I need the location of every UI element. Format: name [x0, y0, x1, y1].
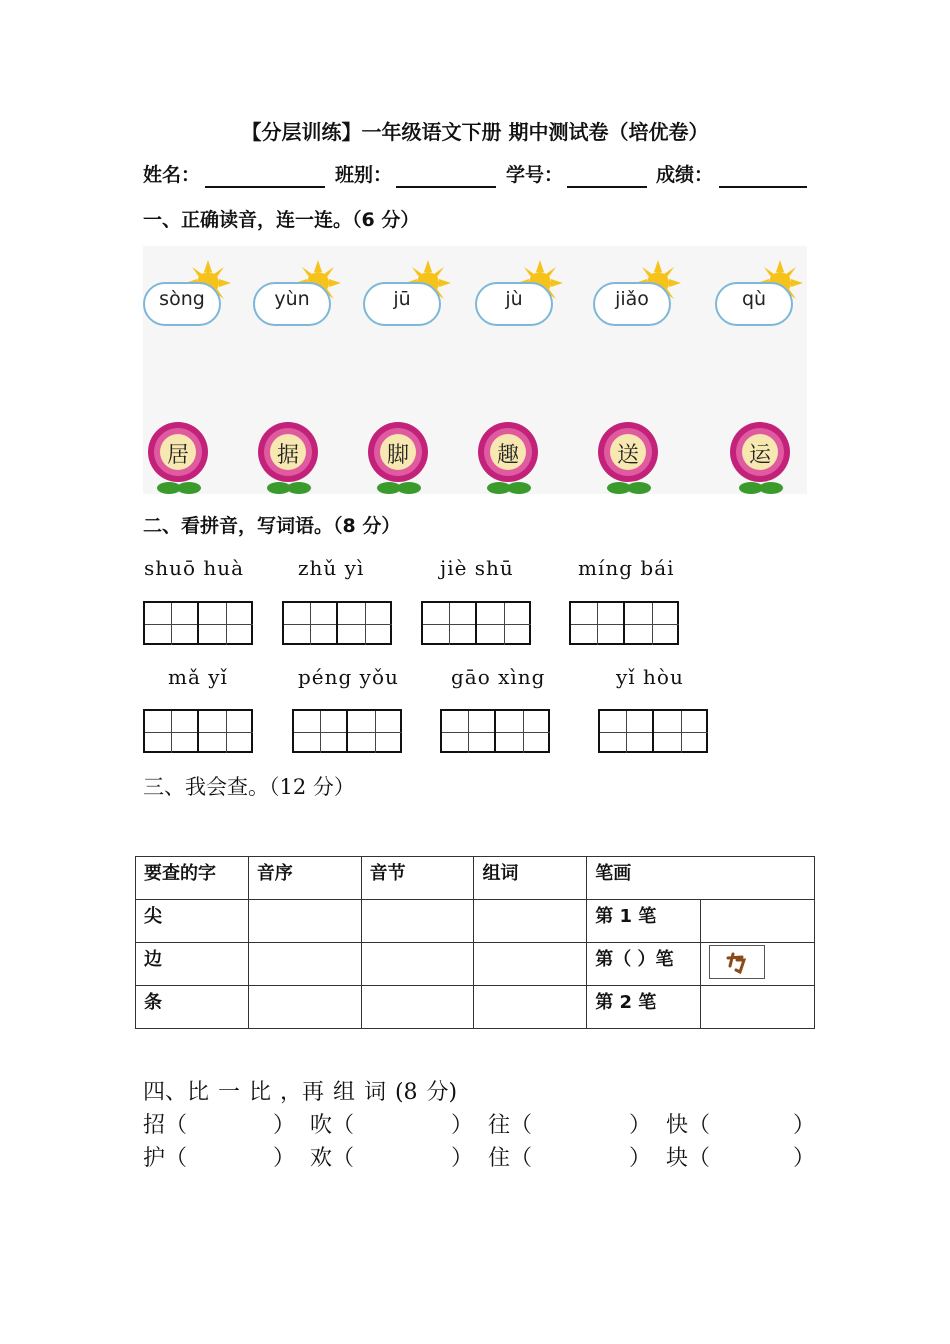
answer-cell[interactable] [474, 943, 587, 986]
table-header-row [136, 857, 815, 900]
writing-grid[interactable] [282, 601, 392, 645]
character-flower[interactable] [147, 420, 211, 496]
pinyin-label: qù [741, 288, 767, 310]
pinyin-cloud[interactable] [593, 258, 683, 328]
pinyin-prompt: yǐ hòu [616, 665, 684, 689]
answer-cell[interactable] [248, 943, 361, 986]
compare-char: 快（ [666, 1113, 711, 1138]
writing-grid[interactable] [569, 601, 679, 645]
section3-heading: 三、我会查。（12 分） [143, 775, 355, 799]
header-cell: 音节 [361, 857, 474, 900]
character-label: 居 [166, 443, 189, 468]
answer-cell[interactable] [248, 986, 361, 1029]
class-label: 班别： [335, 164, 393, 186]
pinyin-prompt: mǎ yǐ [168, 665, 228, 689]
answer-cell[interactable] [474, 986, 587, 1029]
pinyin-label: sòng [159, 288, 205, 310]
character-label: 送 [616, 443, 639, 468]
writing-grid[interactable] [598, 709, 708, 753]
pinyin-cloud[interactable] [143, 258, 233, 328]
answer-cell[interactable] [474, 900, 587, 943]
character-label: 运 [748, 443, 771, 468]
name-label: 姓名： [143, 164, 201, 186]
writing-grid[interactable] [143, 601, 253, 645]
compare-close: ） [793, 1146, 816, 1171]
character-label: 脚 [386, 443, 409, 468]
section2-heading: 二、看拼音，写词语。（8 分） [143, 515, 401, 537]
score-blank[interactable] [719, 186, 807, 188]
char-cell: 条 [136, 986, 249, 1029]
char-cell: 边 [136, 943, 249, 986]
compare-close: ） [273, 1113, 296, 1138]
compare-char: 吹（ [310, 1113, 355, 1138]
character-flower[interactable] [597, 420, 661, 496]
stroke-mark-icon [710, 946, 764, 978]
stroke-image-cell [701, 943, 815, 986]
stroke-label-cell: 第（ ）笔 [587, 943, 701, 986]
pinyin-cloud[interactable] [363, 258, 453, 328]
header-cell: 笔画 [587, 857, 815, 900]
score-label: 成绩： [656, 164, 714, 186]
character-flower[interactable] [367, 420, 431, 496]
compare-close: ） [273, 1146, 296, 1171]
answer-cell[interactable] [701, 900, 815, 943]
char-cell: 尖 [136, 900, 249, 943]
compare-char: 护（ [143, 1146, 188, 1171]
class-blank[interactable] [396, 186, 496, 188]
pinyin-label: jiǎo [615, 288, 649, 310]
compare-char: 住（ [488, 1146, 533, 1171]
header-cell: 音序 [248, 857, 361, 900]
stroke-glyph-image [709, 945, 765, 979]
compare-close: ） [451, 1146, 474, 1171]
pinyin-prompt: shuō huà [144, 556, 245, 580]
compare-row-1 [143, 1108, 816, 1138]
writing-grid[interactable] [440, 709, 550, 753]
answer-cell[interactable] [361, 900, 474, 943]
answer-cell[interactable] [248, 900, 361, 943]
pinyin-cloud[interactable] [253, 258, 343, 328]
writing-grid[interactable] [292, 709, 402, 753]
pinyin-label: yùn [274, 288, 310, 310]
character-flower[interactable] [729, 420, 793, 496]
stroke-label-cell: 第 1 笔 [587, 900, 701, 943]
character-flower[interactable] [477, 420, 541, 496]
section1-heading: 一、正确读音，连一连。（6 分） [143, 209, 420, 231]
pinyin-prompt: jiè shū [440, 556, 514, 580]
answer-cell[interactable] [361, 986, 474, 1029]
writing-grid[interactable] [421, 601, 531, 645]
compare-char: 欢（ [310, 1146, 355, 1171]
pinyin-label: jū [393, 288, 411, 310]
compare-char: 块（ [666, 1146, 711, 1171]
compare-close: ） [629, 1113, 652, 1138]
header-cell: 要查的字 [136, 857, 249, 900]
pinyin-prompt: zhǔ yì [298, 556, 365, 580]
pinyin-prompt: gāo xìng [451, 665, 546, 689]
character-flower[interactable] [257, 420, 321, 496]
matching-panel [143, 246, 807, 494]
dictionary-lookup-table [135, 856, 815, 1029]
writing-grid[interactable] [143, 709, 253, 753]
table-row [136, 986, 815, 1029]
compare-char: 往（ [488, 1113, 533, 1138]
pinyin-prompt: péng yǒu [298, 665, 399, 689]
compare-char: 招（ [143, 1113, 188, 1138]
pinyin-label: jù [505, 288, 523, 310]
number-label: 学号： [506, 164, 564, 186]
compare-close: ） [793, 1113, 816, 1138]
compare-close: ） [629, 1146, 652, 1171]
pinyin-cloud[interactable] [715, 258, 805, 328]
character-label: 据 [276, 443, 299, 468]
compare-close: ） [451, 1113, 474, 1138]
stroke-label-cell: 第 2 笔 [587, 986, 701, 1029]
character-label: 趣 [496, 443, 519, 468]
answer-cell[interactable] [361, 943, 474, 986]
student-info-line [143, 160, 813, 190]
pinyin-prompt: míng bái [578, 556, 675, 580]
page-title: 【分层训练】一年级语文下册 期中测试卷（培优卷） [241, 120, 709, 144]
name-blank[interactable] [205, 186, 325, 188]
number-blank[interactable] [567, 186, 647, 188]
compare-row-2 [143, 1141, 816, 1171]
table-row [136, 900, 815, 943]
pinyin-cloud[interactable] [475, 258, 565, 328]
table-row [136, 943, 815, 986]
answer-cell[interactable] [701, 986, 815, 1029]
section4-heading: 四、比 一 比 ，再 组 词 (8 分) [143, 1080, 458, 1105]
header-cell: 组词 [474, 857, 587, 900]
